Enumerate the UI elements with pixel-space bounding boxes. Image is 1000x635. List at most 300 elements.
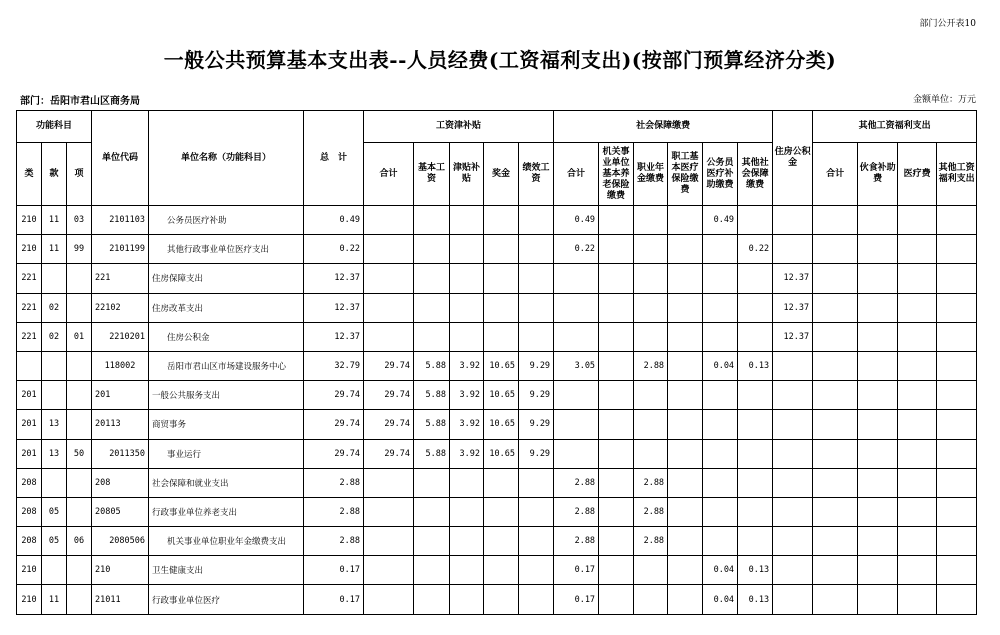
pension-cell	[599, 439, 634, 468]
basic-salary-cell: 5.88	[414, 381, 450, 410]
pension-cell	[599, 206, 634, 235]
lei-cell: 201	[17, 439, 42, 468]
occupational-annuity-cell	[634, 410, 668, 439]
pension-cell	[599, 293, 634, 322]
unit-code-cell: 20113	[92, 410, 149, 439]
bonus-cell	[484, 235, 519, 264]
bonus-cell	[484, 264, 519, 293]
basic-salary-cell: 5.88	[414, 439, 450, 468]
basic-medical-cell	[668, 381, 703, 410]
unit-code-cell: 2080506	[92, 527, 149, 556]
other-welfare-cell	[937, 322, 977, 351]
other-welfare-cell	[937, 468, 977, 497]
unit-code-cell: 221	[92, 264, 149, 293]
xiang-cell	[67, 410, 92, 439]
performance-cell: 9.29	[519, 351, 554, 380]
lei-cell	[17, 351, 42, 380]
housing-fund-cell: 12.37	[773, 293, 813, 322]
other-welfare-cell	[937, 556, 977, 585]
civil-medical-cell	[703, 439, 738, 468]
pension-cell	[599, 264, 634, 293]
medical-cell	[898, 235, 937, 264]
unit-name-cell: 住房保障支出	[149, 264, 304, 293]
pension-cell	[599, 585, 634, 614]
unit-code-cell: 201	[92, 381, 149, 410]
xiang-header: 项	[67, 143, 92, 206]
social-group-header: 社会保障缴费	[554, 111, 773, 143]
bonus-cell: 10.65	[484, 410, 519, 439]
basic-medical-cell	[668, 410, 703, 439]
housing-fund-cell	[773, 235, 813, 264]
other-sum-cell	[813, 468, 858, 497]
housing-fund-cell	[773, 527, 813, 556]
bonus-cell	[484, 206, 519, 235]
occupational-annuity-cell: 2.88	[634, 527, 668, 556]
medical-cell	[898, 381, 937, 410]
social-sum-cell	[554, 439, 599, 468]
allowance-header: 津贴补贴	[450, 143, 484, 206]
other-sum-cell	[813, 235, 858, 264]
salary-sum-cell	[364, 556, 414, 585]
occupational-annuity-cell	[634, 206, 668, 235]
occupational-annuity-cell	[634, 293, 668, 322]
func-subject-header: 功能科目	[17, 111, 92, 143]
salary-sum-cell	[364, 206, 414, 235]
performance-cell: 9.29	[519, 439, 554, 468]
meal-cell	[858, 527, 898, 556]
table-row	[17, 235, 977, 264]
allowance-cell: 3.92	[450, 351, 484, 380]
basic-medical-cell	[668, 293, 703, 322]
medical-cell	[898, 351, 937, 380]
civil-medical-cell: 0.04	[703, 351, 738, 380]
lei-cell: 208	[17, 527, 42, 556]
lei-cell: 210	[17, 556, 42, 585]
total-cell: 2.88	[304, 497, 364, 526]
meal-cell	[858, 322, 898, 351]
performance-cell	[519, 264, 554, 293]
unit-code-cell: 2101199	[92, 235, 149, 264]
total-header: 总 计	[304, 111, 364, 206]
total-cell: 2.88	[304, 527, 364, 556]
other-social-cell	[738, 264, 773, 293]
basic-medical-cell	[668, 585, 703, 614]
meal-cell	[858, 264, 898, 293]
other-welfare-cell	[937, 381, 977, 410]
civil-medical-cell: 0.04	[703, 556, 738, 585]
performance-cell: 9.29	[519, 381, 554, 410]
unit-name-cell: 住房公积金	[149, 322, 304, 351]
medical-cell	[898, 410, 937, 439]
other-social-cell	[738, 439, 773, 468]
lei-cell: 208	[17, 497, 42, 526]
performance-cell	[519, 322, 554, 351]
social-sum-cell: 0.17	[554, 556, 599, 585]
occupational-annuity-header: 职业年金缴费	[634, 143, 668, 206]
xiang-cell	[67, 381, 92, 410]
other-welfare-cell	[937, 410, 977, 439]
unit-code-cell: 21011	[92, 585, 149, 614]
salary-sum-cell	[364, 527, 414, 556]
allowance-cell	[450, 556, 484, 585]
medical-cell	[898, 527, 937, 556]
salary-sum-cell	[364, 264, 414, 293]
other-social-cell	[738, 381, 773, 410]
pension-cell	[599, 556, 634, 585]
other-welfare-cell	[937, 235, 977, 264]
table-body	[17, 206, 977, 615]
basic-salary-cell	[414, 206, 450, 235]
kuan-cell: 11	[42, 206, 67, 235]
unit-name-cell: 住房改革支出	[149, 293, 304, 322]
other-social-header: 其他社会保障缴费	[738, 143, 773, 206]
other-sum-cell	[813, 585, 858, 614]
table-row	[17, 322, 977, 351]
housing-fund-cell	[773, 468, 813, 497]
basic-salary-cell	[414, 322, 450, 351]
salary-sum-cell	[364, 497, 414, 526]
other-sum-cell	[813, 351, 858, 380]
civil-medical-cell	[703, 410, 738, 439]
basic-salary-cell	[414, 585, 450, 614]
other-social-cell: 0.13	[738, 556, 773, 585]
basic-salary-cell	[414, 497, 450, 526]
other-social-cell: 0.13	[738, 351, 773, 380]
salary-sum-cell	[364, 235, 414, 264]
kuan-cell: 02	[42, 293, 67, 322]
basic-medical-cell	[668, 556, 703, 585]
performance-cell	[519, 206, 554, 235]
pension-cell	[599, 351, 634, 380]
basic-medical-cell	[668, 527, 703, 556]
meal-cell	[858, 439, 898, 468]
other-social-cell	[738, 410, 773, 439]
unit-name-cell: 社会保障和就业支出	[149, 468, 304, 497]
table-row	[17, 585, 977, 614]
kuan-cell	[42, 468, 67, 497]
housing-fund-cell	[773, 585, 813, 614]
performance-header: 绩效工资	[519, 143, 554, 206]
occupational-annuity-cell	[634, 381, 668, 410]
total-cell: 29.74	[304, 439, 364, 468]
other-social-cell: 0.22	[738, 235, 773, 264]
medical-cell	[898, 497, 937, 526]
unit-code-cell: 2011350	[92, 439, 149, 468]
xiang-cell: 99	[67, 235, 92, 264]
medical-header: 医疗费	[898, 143, 937, 206]
occupational-annuity-cell	[634, 322, 668, 351]
basic-salary-cell: 5.88	[414, 351, 450, 380]
medical-cell	[898, 322, 937, 351]
other-sum-cell	[813, 381, 858, 410]
bonus-header: 奖金	[484, 143, 519, 206]
unit-code-cell: 2210201	[92, 322, 149, 351]
basic-medical-cell	[668, 351, 703, 380]
xiang-cell: 50	[67, 439, 92, 468]
performance-cell	[519, 293, 554, 322]
housing-fund-cell	[773, 206, 813, 235]
occupational-annuity-cell: 2.88	[634, 351, 668, 380]
xiang-cell	[67, 468, 92, 497]
salary-sum-cell: 29.74	[364, 351, 414, 380]
other-group-header: 其他工资福利支出	[813, 111, 977, 143]
allowance-cell	[450, 585, 484, 614]
medical-cell	[898, 468, 937, 497]
table-row	[17, 556, 977, 585]
xiang-cell	[67, 293, 92, 322]
lei-cell: 210	[17, 585, 42, 614]
total-cell: 0.17	[304, 585, 364, 614]
housing-fund-cell	[773, 497, 813, 526]
occupational-annuity-cell	[634, 264, 668, 293]
table-row	[17, 439, 977, 468]
basic-salary-cell	[414, 527, 450, 556]
civil-medical-cell	[703, 235, 738, 264]
civil-medical-cell	[703, 293, 738, 322]
bonus-cell: 10.65	[484, 439, 519, 468]
performance-cell	[519, 556, 554, 585]
meal-cell	[858, 410, 898, 439]
total-cell: 0.49	[304, 206, 364, 235]
unit-code-cell: 118002	[92, 351, 149, 380]
social-sum-header: 合计	[554, 143, 599, 206]
allowance-cell	[450, 497, 484, 526]
unit-code-cell: 20805	[92, 497, 149, 526]
other-sum-cell	[813, 293, 858, 322]
basic-medical-cell	[668, 497, 703, 526]
table-row	[17, 351, 977, 380]
salary-sum-cell	[364, 468, 414, 497]
civil-medical-cell: 0.49	[703, 206, 738, 235]
meal-header: 伙食补助费	[858, 143, 898, 206]
bonus-cell: 10.65	[484, 381, 519, 410]
xiang-cell: 06	[67, 527, 92, 556]
other-sum-cell	[813, 264, 858, 293]
meal-cell	[858, 206, 898, 235]
social-sum-cell	[554, 264, 599, 293]
unit-name-header: 单位名称（功能科目）	[149, 111, 304, 206]
lei-cell: 201	[17, 410, 42, 439]
unit-name-cell: 行政事业单位医疗	[149, 585, 304, 614]
xiang-cell	[67, 351, 92, 380]
bonus-cell	[484, 293, 519, 322]
kuan-cell	[42, 381, 67, 410]
lei-cell: 201	[17, 381, 42, 410]
total-cell: 12.37	[304, 322, 364, 351]
salary-sum-cell	[364, 293, 414, 322]
table-row	[17, 264, 977, 293]
allowance-cell	[450, 264, 484, 293]
pension-cell	[599, 322, 634, 351]
unit-code-cell: 22102	[92, 293, 149, 322]
medical-cell	[898, 585, 937, 614]
meal-cell	[858, 293, 898, 322]
social-sum-cell: 3.05	[554, 351, 599, 380]
housing-fund-cell: 12.37	[773, 264, 813, 293]
total-cell: 2.88	[304, 468, 364, 497]
performance-cell	[519, 468, 554, 497]
social-sum-cell	[554, 381, 599, 410]
allowance-cell: 3.92	[450, 439, 484, 468]
other-welfare-cell	[937, 351, 977, 380]
other-social-cell	[738, 293, 773, 322]
civil-medical-cell	[703, 527, 738, 556]
basic-medical-cell	[668, 439, 703, 468]
performance-cell	[519, 527, 554, 556]
civil-medical-cell	[703, 264, 738, 293]
pension-cell	[599, 410, 634, 439]
bonus-cell	[484, 585, 519, 614]
allowance-cell	[450, 235, 484, 264]
other-sum-cell	[813, 439, 858, 468]
total-cell: 0.22	[304, 235, 364, 264]
bonus-cell	[484, 497, 519, 526]
social-sum-cell: 2.88	[554, 468, 599, 497]
other-welfare-cell	[937, 439, 977, 468]
bonus-cell	[484, 527, 519, 556]
kuan-cell: 05	[42, 497, 67, 526]
table-row	[17, 293, 977, 322]
performance-cell	[519, 235, 554, 264]
allowance-cell	[450, 206, 484, 235]
kuan-cell	[42, 556, 67, 585]
other-welfare-cell	[937, 293, 977, 322]
other-welfare-cell	[937, 527, 977, 556]
pension-cell	[599, 381, 634, 410]
occupational-annuity-cell: 2.88	[634, 468, 668, 497]
other-sum-header: 合计	[813, 143, 858, 206]
salary-sum-cell	[364, 585, 414, 614]
housing-fund-cell	[773, 351, 813, 380]
social-sum-cell	[554, 410, 599, 439]
occupational-annuity-cell	[634, 439, 668, 468]
unit-code-cell: 2101103	[92, 206, 149, 235]
header-row-1	[17, 111, 977, 143]
meal-cell	[858, 381, 898, 410]
social-sum-cell: 0.17	[554, 585, 599, 614]
allowance-cell	[450, 527, 484, 556]
kuan-cell: 05	[42, 527, 67, 556]
basic-medical-cell	[668, 235, 703, 264]
salary-sum-cell: 29.74	[364, 410, 414, 439]
xiang-cell	[67, 497, 92, 526]
amount-unit-label: 金额单位：万元	[912, 95, 976, 105]
meal-cell	[858, 468, 898, 497]
other-welfare-cell	[937, 264, 977, 293]
unit-name-cell: 事业运行	[149, 439, 304, 468]
other-welfare-cell	[937, 206, 977, 235]
unit-code-cell: 208	[92, 468, 149, 497]
form-number: 部门公开表10	[919, 19, 976, 29]
total-cell: 0.17	[304, 556, 364, 585]
housing-fund-cell	[773, 556, 813, 585]
basic-salary-cell	[414, 235, 450, 264]
civil-medical-header: 公务员医疗补助缴费	[703, 143, 738, 206]
medical-cell	[898, 206, 937, 235]
allowance-cell	[450, 293, 484, 322]
total-cell: 29.74	[304, 410, 364, 439]
kuan-cell: 13	[42, 439, 67, 468]
budget-table	[16, 110, 977, 615]
civil-medical-cell	[703, 468, 738, 497]
lei-cell: 221	[17, 293, 42, 322]
meal-cell	[858, 235, 898, 264]
housing-fund-cell	[773, 410, 813, 439]
civil-medical-cell: 0.04	[703, 585, 738, 614]
basic-medical-header: 职工基本医疗保险缴费	[668, 143, 703, 206]
other-social-cell	[738, 527, 773, 556]
allowance-cell: 3.92	[450, 381, 484, 410]
bonus-cell	[484, 468, 519, 497]
other-social-cell: 0.13	[738, 585, 773, 614]
basic-salary-cell	[414, 556, 450, 585]
other-welfare-cell	[937, 497, 977, 526]
unit-name-cell: 行政事业单位养老支出	[149, 497, 304, 526]
other-social-cell	[738, 322, 773, 351]
other-social-cell	[738, 468, 773, 497]
xiang-cell	[67, 585, 92, 614]
unit-name-cell: 机关事业单位职业年金缴费支出	[149, 527, 304, 556]
table-row	[17, 527, 977, 556]
total-cell: 12.37	[304, 293, 364, 322]
total-cell: 32.79	[304, 351, 364, 380]
lei-cell: 221	[17, 264, 42, 293]
kuan-cell: 02	[42, 322, 67, 351]
table-row	[17, 497, 977, 526]
bonus-cell	[484, 322, 519, 351]
xiang-cell: 03	[67, 206, 92, 235]
xiang-cell	[67, 264, 92, 293]
other-sum-cell	[813, 527, 858, 556]
social-sum-cell: 0.22	[554, 235, 599, 264]
basic-salary-cell	[414, 468, 450, 497]
basic-medical-cell	[668, 322, 703, 351]
medical-cell	[898, 293, 937, 322]
kuan-cell: 13	[42, 410, 67, 439]
table-row	[17, 468, 977, 497]
performance-cell: 9.29	[519, 410, 554, 439]
other-welfare-header: 其他工资福利支出	[937, 143, 977, 206]
medical-cell	[898, 439, 937, 468]
kuan-cell	[42, 351, 67, 380]
occupational-annuity-cell	[634, 585, 668, 614]
pension-cell	[599, 497, 634, 526]
housing-fund-cell	[773, 439, 813, 468]
other-sum-cell	[813, 497, 858, 526]
basic-salary-cell	[414, 264, 450, 293]
allowance-cell	[450, 322, 484, 351]
kuan-cell: 11	[42, 235, 67, 264]
unit-name-cell: 卫生健康支出	[149, 556, 304, 585]
other-social-cell	[738, 497, 773, 526]
pension-header: 机关事业单位基本养老保险缴费	[599, 143, 634, 206]
performance-cell	[519, 585, 554, 614]
page-title: 一般公共预算基本支出表--人员经费(工资福利支出)(按部门预算经济分类)	[163, 48, 837, 72]
meal-cell	[858, 556, 898, 585]
basic-medical-cell	[668, 206, 703, 235]
table-row	[17, 381, 977, 410]
performance-cell	[519, 497, 554, 526]
basic-medical-cell	[668, 264, 703, 293]
bonus-cell	[484, 556, 519, 585]
meal-cell	[858, 497, 898, 526]
unit-name-cell: 商贸事务	[149, 410, 304, 439]
salary-sum-cell	[364, 322, 414, 351]
pension-cell	[599, 527, 634, 556]
housing-fund-header: 住房公积金	[773, 111, 813, 206]
housing-fund-cell: 12.37	[773, 322, 813, 351]
allowance-cell: 3.92	[450, 410, 484, 439]
